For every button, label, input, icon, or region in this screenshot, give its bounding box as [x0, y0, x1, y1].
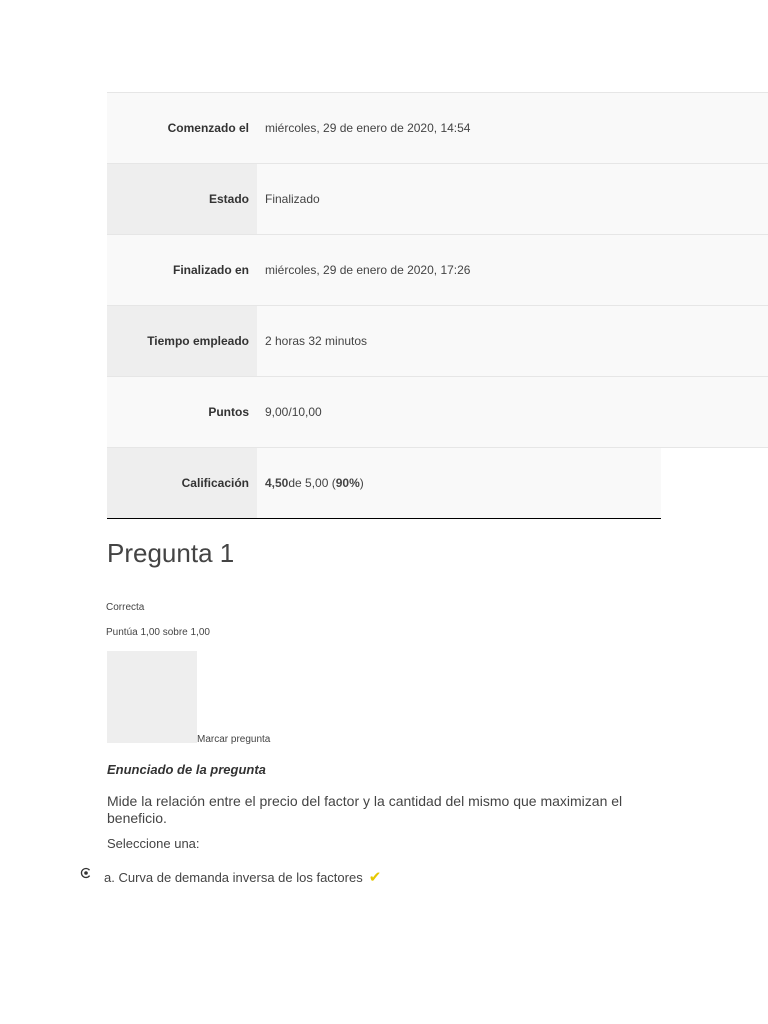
summary-label: Puntos	[208, 405, 249, 419]
attempt-summary-table	[107, 92, 768, 519]
summary-value: miércoles, 29 de enero de 2020, 14:54	[257, 93, 768, 163]
question-grade: Puntúa 1,00 sobre 1,00	[106, 627, 210, 638]
summary-label: Estado	[107, 164, 257, 234]
summary-label: Calificación	[107, 448, 257, 518]
summary-row-finished	[107, 235, 768, 306]
question-prompt-heading: Enunciado de la pregunta	[107, 762, 266, 777]
summary-row-state	[107, 164, 768, 235]
summary-value: 9,00/10,00	[257, 377, 768, 447]
grade-close: )	[359, 476, 364, 490]
summary-value: Finalizado	[257, 164, 768, 234]
select-one-label: Seleccione una:	[107, 836, 200, 851]
grade-max: de 5,00 (	[288, 476, 336, 490]
summary-value: miércoles, 29 de enero de 2020, 17:26	[257, 235, 768, 305]
summary-row-points	[107, 377, 768, 448]
summary-label: Finalizado en	[172, 263, 249, 277]
answer-option-a[interactable]	[80, 868, 381, 886]
radio-selected-icon[interactable]	[80, 867, 92, 879]
summary-label: Tiempo empleado	[107, 306, 257, 376]
question-title: Pregunta 1	[107, 538, 235, 568]
summary-value: 2 horas 32 minutos	[257, 306, 768, 376]
grade-percent: 90%	[335, 476, 360, 490]
grade-value	[257, 448, 661, 518]
question-state: Correcta	[106, 602, 145, 613]
summary-label: Comenzado el	[167, 121, 249, 135]
summary-row-grade	[107, 448, 661, 519]
flag-question-box[interactable]	[107, 651, 197, 743]
question-text: Mide la relación entre el precio del factor y la cantidad del mismo que maximizan el beneficio.	[107, 793, 623, 826]
check-icon: ✔	[368, 869, 382, 886]
summary-row-started	[107, 93, 768, 164]
answer-option-label: a. Curva de demanda inversa de los factores	[104, 869, 363, 885]
flag-question-label[interactable]: Marcar pregunta	[197, 734, 271, 745]
grade-score: 4,50	[265, 476, 289, 490]
summary-row-time-taken	[107, 306, 768, 377]
